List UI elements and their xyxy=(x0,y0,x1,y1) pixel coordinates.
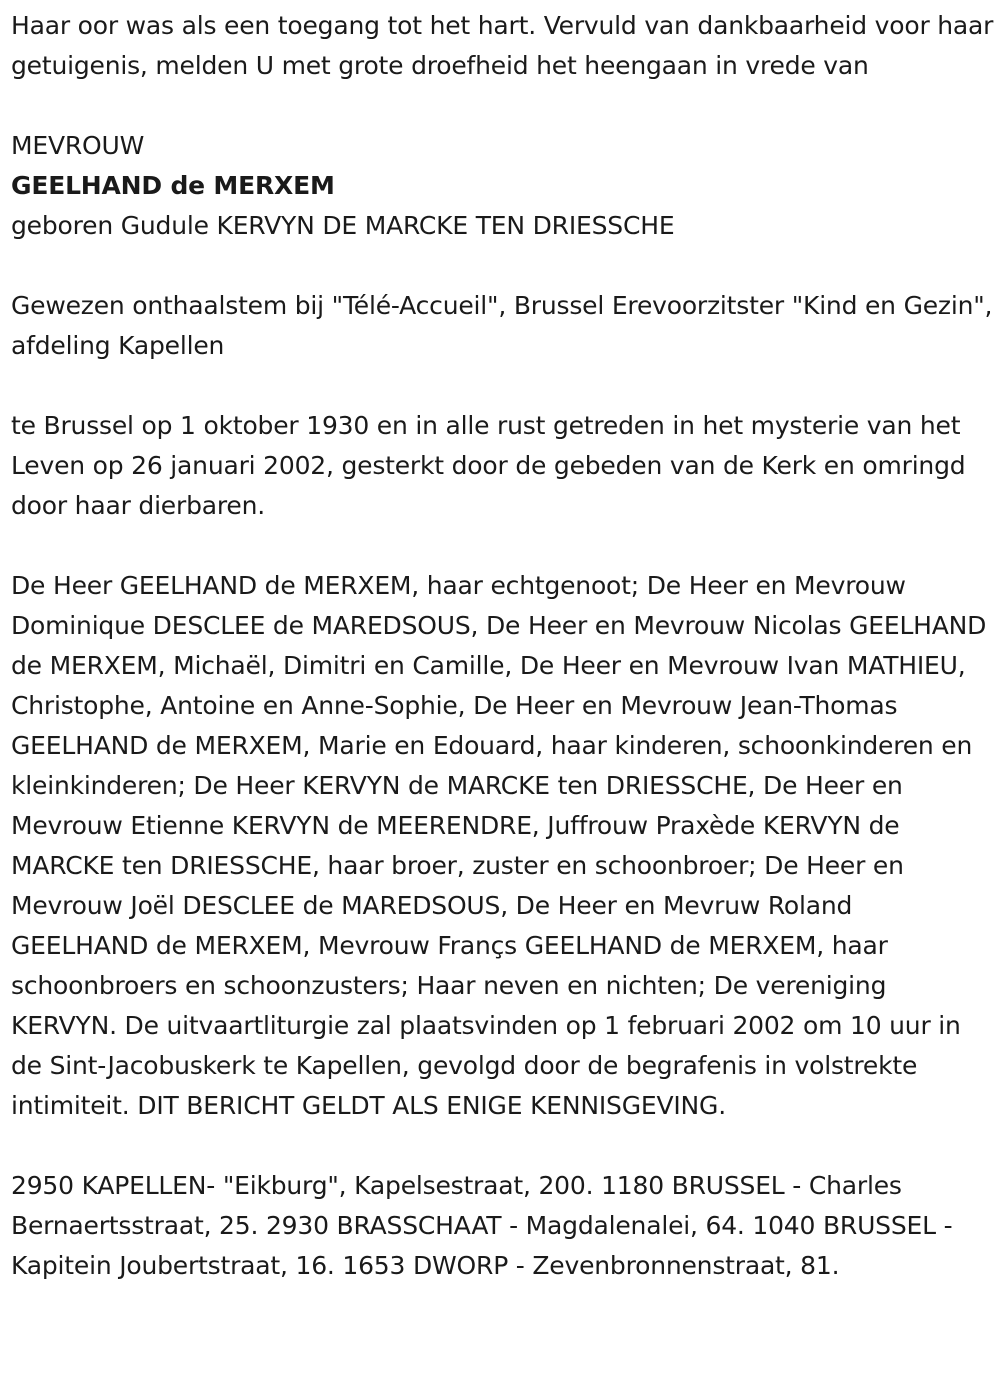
spacer xyxy=(11,1126,995,1166)
addresses-paragraph: 2950 KAPELLEN- "Eikburg", Kapelsestraat, 200. 1180 BRUSSEL - Charles Bernaertsstraat, 25. 2930 BRASSCHAAT - Magdalenalei, 64. 1040 BRUSSEL - Kapitein Joubertstraat, 16. 1653 DWORP - Zevenbronnenstraat, 81. xyxy=(11,1171,953,1280)
spacer xyxy=(11,526,995,566)
spacer xyxy=(11,366,995,406)
life-paragraph: te Brussel op 1 oktober 1930 en in alle rust getreden in het mysterie van het Leven op 26 januari 2002, gesterkt door de gebeden van de Kerk en omringd door haar dierbaren. xyxy=(11,411,966,520)
honorific-title: MEVROUW xyxy=(11,131,145,160)
spacer xyxy=(11,86,995,126)
birth-name: geboren Gudule KERVYN DE MARCKE TEN DRIESSCHE xyxy=(11,211,675,240)
deceased-surname: GEELHAND de MERXEM xyxy=(11,171,335,200)
obituary-document xyxy=(11,6,995,1286)
roles-paragraph: Gewezen onthaalstem bij "Télé-Accueil", Brussel Erevoorzitster "Kind en Gezin", afdeling Kapellen xyxy=(11,291,993,360)
spacer xyxy=(11,246,995,286)
family-paragraph: De Heer GEELHAND de MERXEM, haar echtgenoot; De Heer en Mevrouw Dominique DESCLEE de MAREDSOUS, De Heer en Mevrouw Nicolas GEELHAND de MERXEM, Michaël, Dimitri en Camille, De Heer en Mevrouw Ivan MATHIEU, Christophe, Antoine en Anne-Sophie, De Heer en Mevrouw Jean-Thomas GEELHAND de MERXEM, Marie en Edouard, haar kinderen, schoonkinderen en kleinkinderen; De Heer KERVYN de MARCKE ten DRIESSCHE, De Heer en Mevrouw Etienne KERVYN de MEERENDRE, Juffrouw Praxède KERVYN de MARCKE ten DRIESSCHE, haar broer, zuster en schoonbroer; De Heer en Mevrouw Joël DESCLEE de MAREDSOUS, De Heer en Mevruw Roland GEELHAND de MERXEM, Mevrouw Françs GEELHAND de MERXEM, haar schoonbroers en schoonzusters; Haar neven en nichten; De vereniging KERVYN. De uitvaartliturgie zal plaatsvinden op 1 februari 2002 om 10 uur in de Sint-Jacobuskerk te Kapellen, gevolgd door de begrafenis in volstrekte intimiteit. DIT BERICHT GELDT ALS ENIGE KENNISGEVING. xyxy=(11,571,987,1120)
intro-paragraph: Haar oor was als een toegang tot het hart. Vervuld van dankbaarheid voor haar getuigenis, melden U met grote droefheid het heengaan in vrede van xyxy=(11,11,994,80)
